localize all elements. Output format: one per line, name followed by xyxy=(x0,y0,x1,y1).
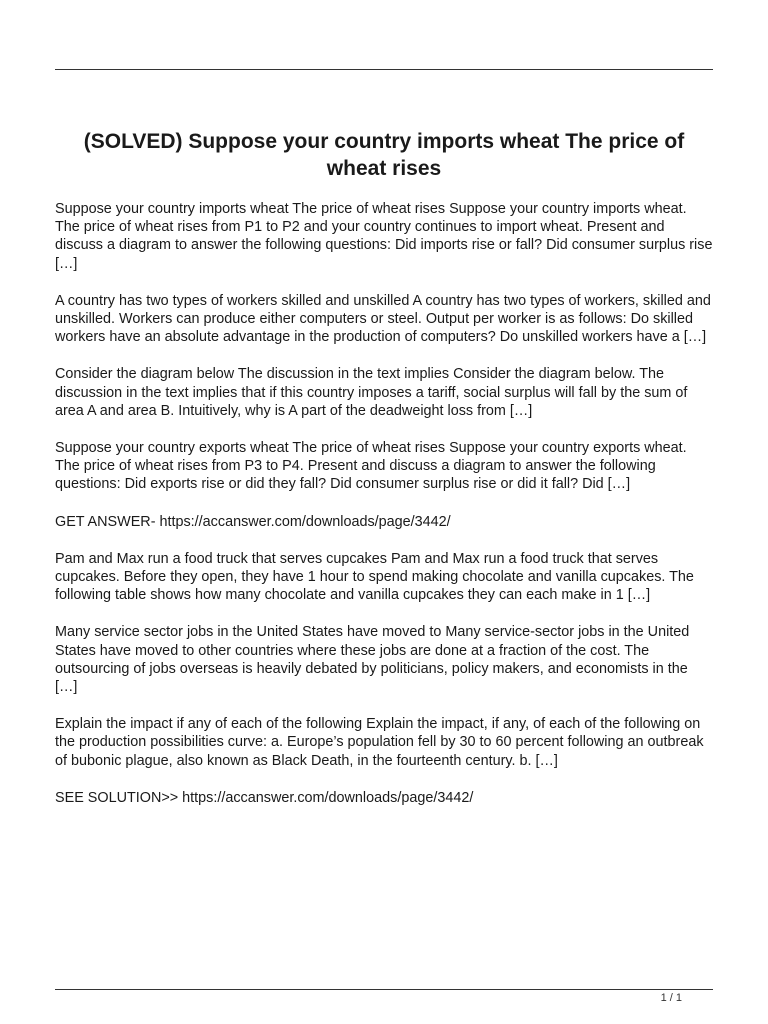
header-divider xyxy=(55,69,713,70)
document-body xyxy=(55,200,713,826)
paragraph-imports-wheat: Suppose your country imports wheat The price of wheat rises Suppose your country imports wheat. The price of wheat rises from P1 to P2 and your country continues to import wheat. Present and discuss a diagram to answer the following questions: Did imports rise or fall? Did consumer surplus rise […] xyxy=(55,201,713,272)
paragraph-production-possibilities: Explain the impact if any of each of the following Explain the impact, if any, of each of the following on the production possibilities curve: a. Europe’s population fell by 30 to 60 percent following an outbreak of bubonic plague, also known as Black Death, in the fourteenth century. b. […] xyxy=(55,716,704,769)
paragraph-exports-wheat: Suppose your country exports wheat The price of wheat rises Suppose your country exports wheat. The price of wheat rises from P3 to P4. Present and discuss a diagram to answer the following questions: Did exports rise or did they fall? Did consumer surplus rise or did it fall? Did […] xyxy=(55,440,687,493)
paragraph-food-truck: Pam and Max run a food truck that serves cupcakes Pam and Max run a food truck that serves cupcakes. Before they open, they have 1 hour to spend making chocolate and vanilla cupcakes. The following table shows how many chocolate and vanilla cupcakes they can each make in 1 […] xyxy=(55,550,694,604)
paragraph-tariff-diagram: Consider the diagram below The discussion in the text implies Consider the diagram below. The discussion in the text implies that if this country imposes a tariff, social surplus will fall by the sum of area A and area B. Intuitively, why is A part of the deadweight loss from […] xyxy=(55,366,688,419)
see-solution-link[interactable]: SEE SOLUTION>> https://accanswer.com/downloads/page/3442/ xyxy=(55,789,474,806)
footer-divider xyxy=(55,989,713,990)
page-indicator: 1 / 1 xyxy=(660,992,682,1004)
document-title: (SOLVED) Suppose your country imports wheat The price of wheat rises xyxy=(83,130,685,180)
get-answer-link[interactable]: GET ANSWER- https://accanswer.com/downloads/page/3442/ xyxy=(55,513,451,530)
paragraph-service-jobs: Many service sector jobs in the United States have moved to Many service-sector jobs in the United States have moved to other countries where these jobs are done at a fraction of the cost. The outsourcing of jobs overseas is heavily debated by politicians, policy makers, and economists in the […] xyxy=(55,624,690,696)
paragraph-skilled-workers: A country has two types of workers skilled and unskilled A country has two types of workers, skilled and unskilled. Workers can produce either computers or steel. Output per worker is as follows: Do skilled workers have an absolute advantage in the production of computers? Do unskilled workers have a […] xyxy=(55,292,711,346)
